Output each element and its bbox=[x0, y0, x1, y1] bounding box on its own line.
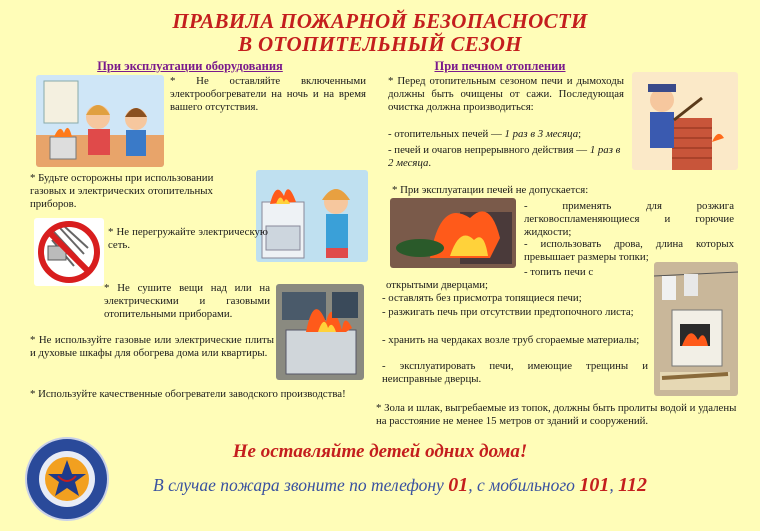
left-rule-6: * Используйте качественные обогреватели заводского производства! bbox=[30, 388, 346, 400]
left-rule-3: * Не перегружайте электрическую сеть. bbox=[108, 226, 268, 252]
liquid-ignition-fire-illustration bbox=[390, 198, 516, 268]
prohibit-6: - хранить на чердаках возле труб сгораемые материалы; bbox=[382, 334, 640, 346]
left-rule-5: * Не используйте газовые или электрические плиты и духовые шкафы для обогрева дома или квартиры. bbox=[30, 334, 274, 360]
left-rule-1: * Не оставляйте включенными электрообогреватели на ночь и на время вашего отсутствия. bbox=[170, 75, 366, 114]
prohibit-3-end: открытыми дверцами; bbox=[386, 279, 489, 291]
overloaded-socket-prohibition-illustration bbox=[34, 218, 104, 286]
slogan: Не оставляйте детей одних дома! bbox=[232, 441, 528, 462]
prohibit-1: - применять для розжига легковоспламеняющиеся и горючие жидкости; bbox=[524, 200, 734, 239]
phone-number-112: 112 bbox=[618, 474, 647, 496]
prohibit-2: - использовать дрова, длина которых превышает размеры топки; bbox=[524, 238, 734, 264]
clean-rule-2: - печей и очагов непрерывного действия — 1 раз в 2 месяца. bbox=[388, 144, 621, 170]
children-heater-illustration bbox=[36, 75, 164, 167]
prohibited-title: * При эксплуатации печей не допускается: bbox=[392, 184, 589, 196]
phone-number-101: 101 bbox=[579, 474, 610, 496]
clothes-drying-fire-illustration bbox=[276, 284, 364, 380]
ash-rule: * Зола и шлак, выгребаемые из топок, должны быть пролиты водой и удалены на расстояние не менее 15 метров от зданий и сооружений. bbox=[376, 402, 737, 428]
left-rule-4-text: * Не сушите вещи над или на электрическими и газовыми отопительными приборами. bbox=[104, 282, 270, 321]
stove-laundry-fire-illustration bbox=[654, 262, 738, 396]
left-rule-2: * Будьте осторожны при использовании газовых и электрических отопительных приборов. bbox=[30, 172, 214, 211]
chimney-sweep-illustration bbox=[632, 72, 738, 170]
title-line-1: ПРАВИЛА ПОЖАРНОЙ БЕЗОПАСНОСТИ bbox=[172, 9, 588, 33]
prohibit-3-start: - топить печи с bbox=[524, 266, 594, 278]
right-intro: * Перед отопительным сезоном печи и дымоходы должны быть очищены от сажи. Последующая очистка должна производиться: bbox=[388, 75, 624, 114]
prohibit-7: - эксплуатировать печи, имеющие трещины и неисправные дверцы. bbox=[382, 360, 648, 386]
clean-freq-2: 1 раз в 2 месяца bbox=[388, 144, 621, 170]
prohibit-4: - оставлять без присмотра топящиеся печи; bbox=[382, 292, 582, 304]
clean-rule-1: - отопительных печей — 1 раз в 3 месяца; bbox=[388, 128, 582, 140]
girl-stove-fire-illustration bbox=[256, 170, 368, 262]
phone-number-01: 01 bbox=[448, 474, 469, 496]
right-section-heading: При печном отоплении bbox=[434, 59, 566, 73]
title-line-2: В ОТОПИТЕЛЬНЫЙ СЕЗОН bbox=[238, 32, 522, 56]
clean-freq-1: 1 раз в 3 месяца bbox=[504, 128, 579, 140]
left-section-heading: При эксплуатации оборудования bbox=[97, 59, 283, 73]
prohibit-5: - разжигать печь при отсутствии предтопочного листа; bbox=[382, 306, 634, 318]
left-rule-4-start bbox=[104, 282, 270, 322]
phone-line: В случае пожара звоните по телефону 01, с мобильного 101, 112 bbox=[153, 474, 647, 496]
